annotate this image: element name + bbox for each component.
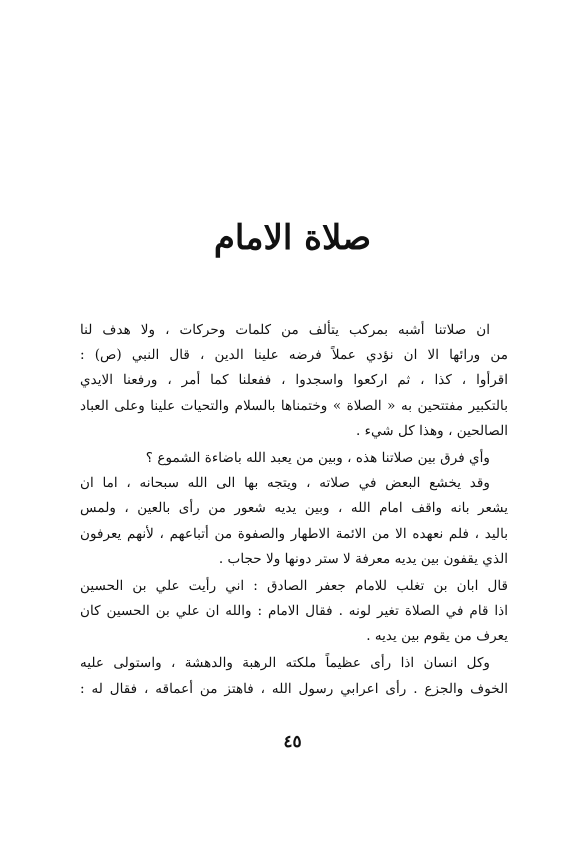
text-line: ان صلاتنا أشبه بمركب يتألف من كلمات وحركات ، ولا هدف لنا bbox=[80, 322, 490, 338]
text-line: وقد يخشع البعض في صلاته ، ويتجه بها الى الله سبحانه ، اما ان bbox=[80, 475, 490, 492]
text-line: الصالحين ، وهذا كل شيء . bbox=[355, 422, 508, 439]
text-line: من ورائها الا ان نؤدي عملاً فرضه علينا الدين ، قال النبي (ص) : bbox=[80, 347, 508, 364]
text-line: باليد ، فلم نعهده الا من الائمة الاطهار والصفوة من أتباعهم ، لأنهم يعرفون bbox=[80, 525, 508, 542]
paragraph bbox=[80, 446, 508, 471]
chapter-title: صلاة الامام bbox=[213, 218, 372, 258]
text-line: يشعر بانه واقف امام الله ، وبين يديه شعور من رأى بالعين ، ولمس bbox=[80, 500, 508, 517]
paragraph bbox=[80, 574, 508, 650]
text-line: اقرأوا ، كذا ، ثم اركعوا واسجدوا ، ففعلنا كما أمر ، ورفعنا الايدي bbox=[80, 372, 508, 389]
text-line: بالتكبير مفتتحين به « الصلاة » وختمناها بالسلام والتحيات علينا وعلى العباد bbox=[80, 397, 508, 414]
page-number: ٤٥ bbox=[283, 732, 302, 752]
text-line: يعرف من يقوم بين يديه . bbox=[366, 628, 508, 645]
text-line: اذا قام في الصلاة تغير لونه . فقال الامام : والله ان علي بن الحسين كان bbox=[80, 603, 508, 620]
paragraph bbox=[80, 471, 508, 572]
paragraph bbox=[80, 651, 508, 701]
paragraph bbox=[80, 318, 508, 444]
text-line: وكل انسان اذا رأى عظيماً ملكته الرهبة والدهشة ، واستولى عليه bbox=[80, 655, 490, 672]
text-line: قال ابان بن تغلب للامام جعفر الصادق : اني رأيت علي بن الحسين bbox=[80, 577, 508, 594]
body-text bbox=[80, 318, 508, 702]
text-line: الذي يقفون بين يديه معرفة لا ستر دونها ولا حجاب . bbox=[218, 550, 508, 567]
text-line: الخوف والجزع . رأى اعرابي رسول الله ، فاهتز من أعماقه ، فقال له : bbox=[80, 680, 508, 697]
text-line: وأي فرق بين صلاتنا هذه ، وبين من يعبد الله باضاءة الشموع ؟ bbox=[145, 449, 490, 466]
